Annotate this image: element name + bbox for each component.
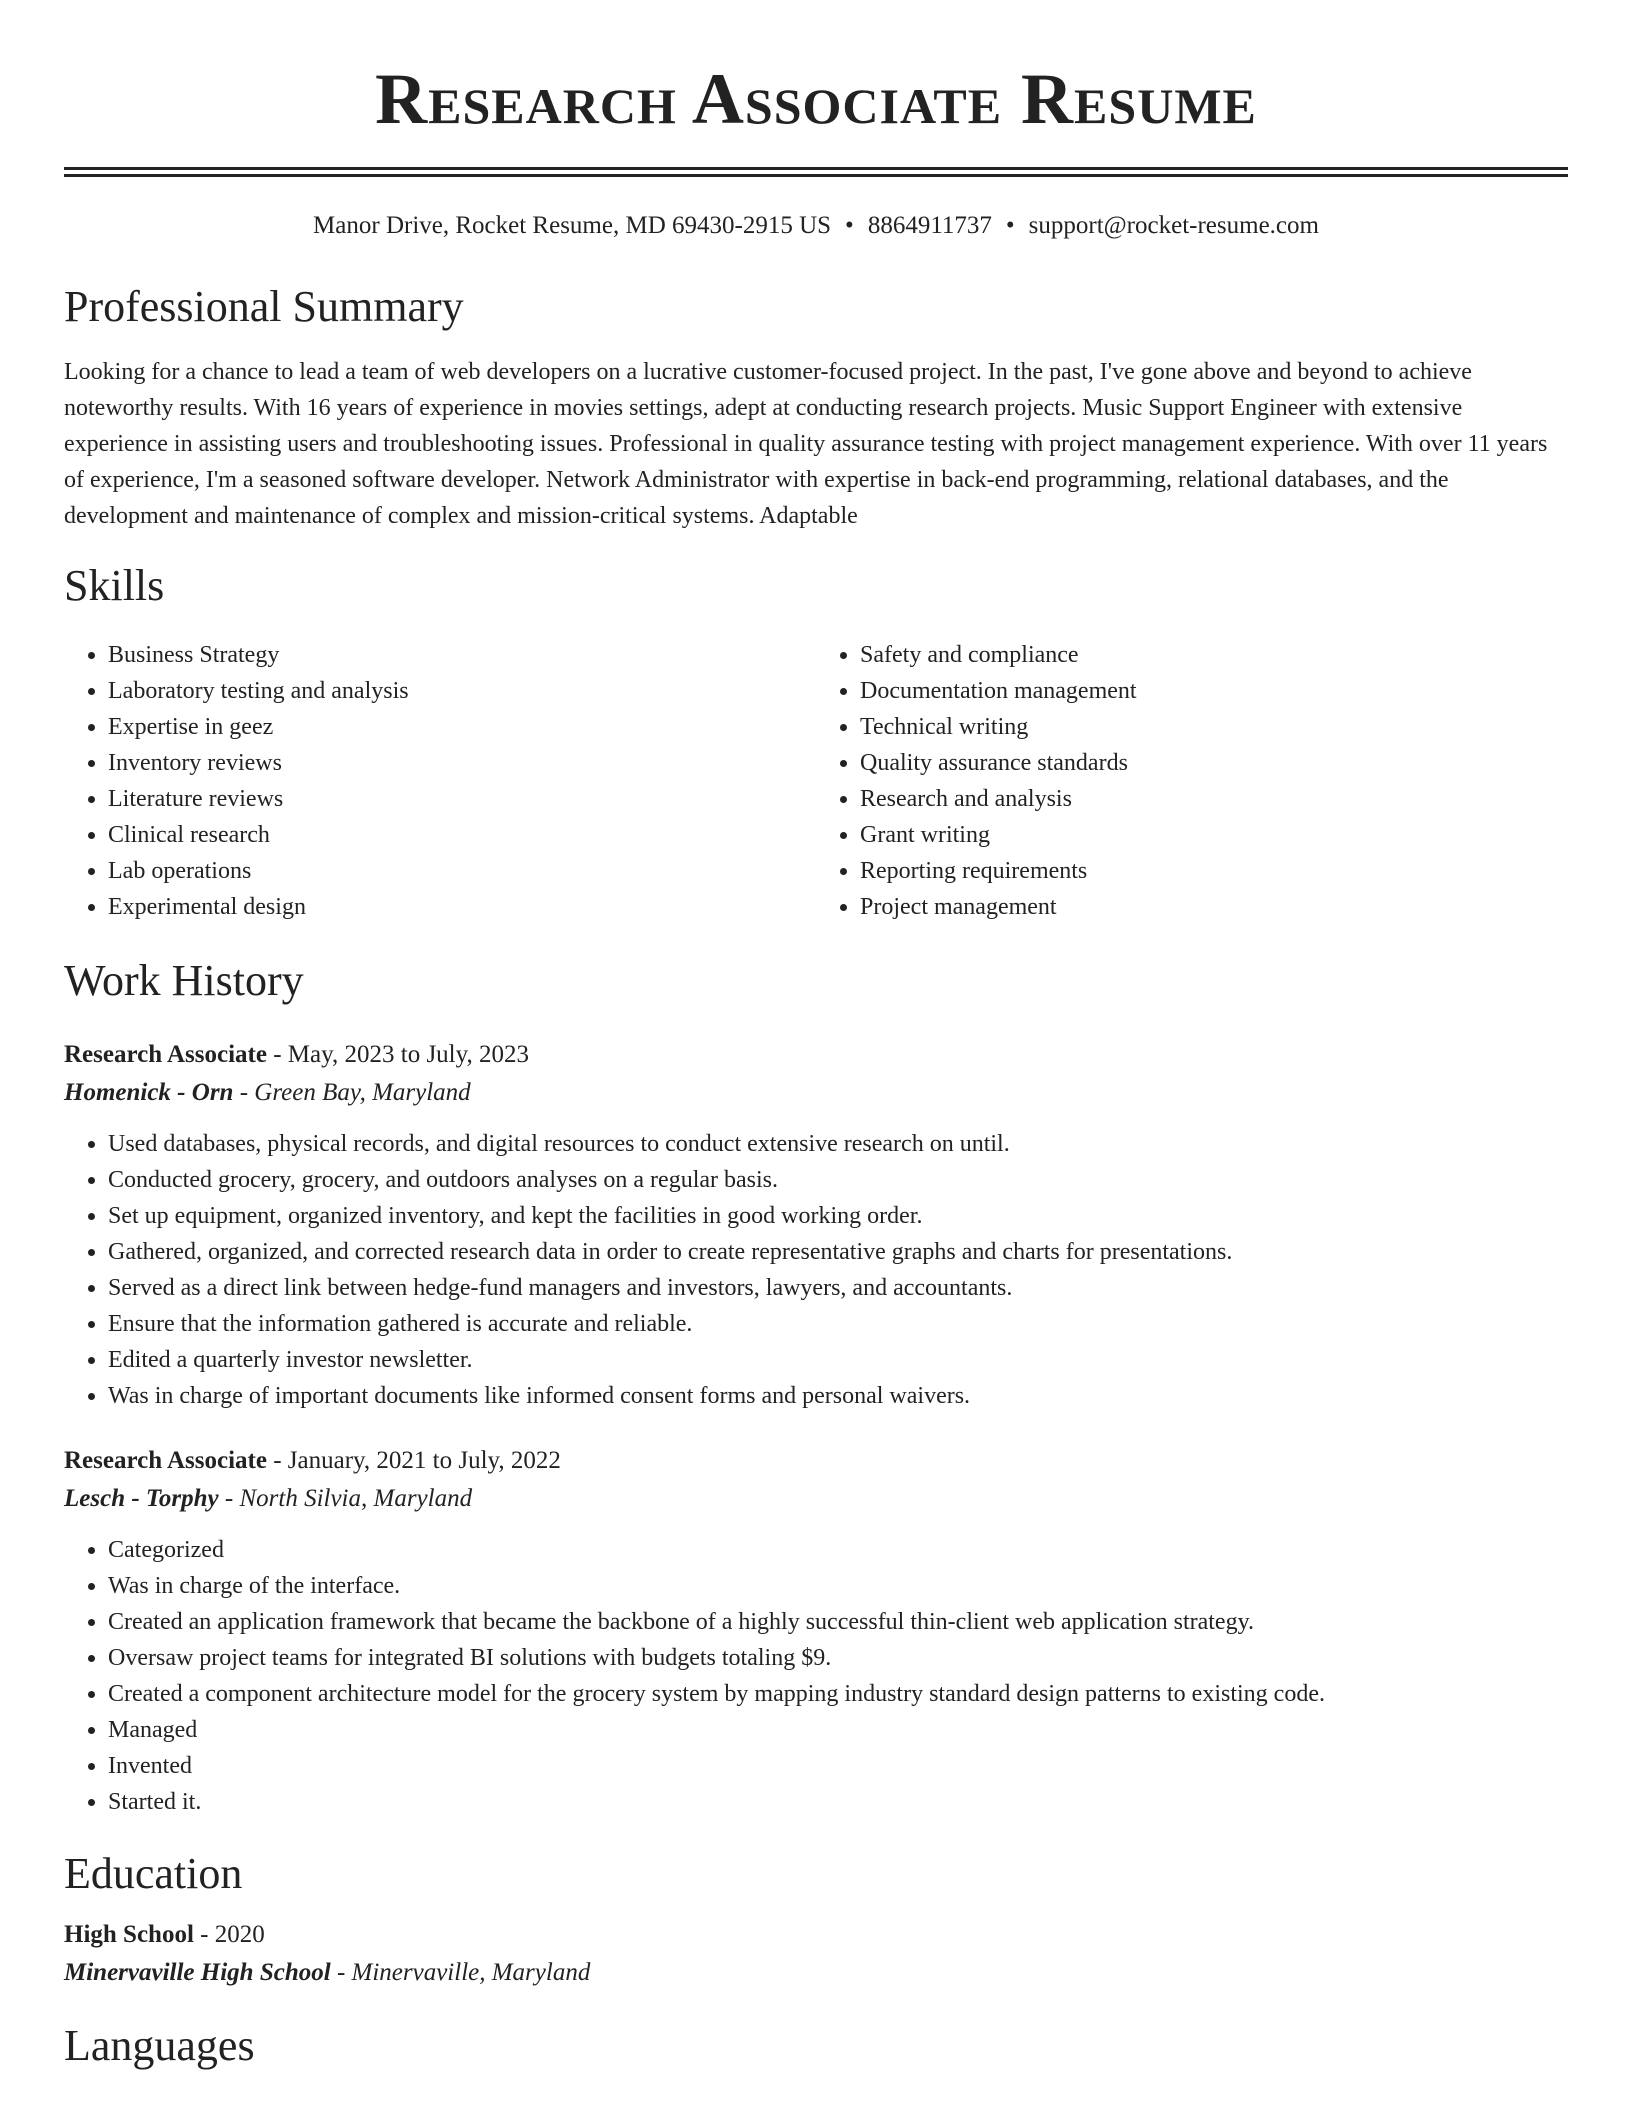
- education-school-line: [64, 1954, 1568, 1992]
- skill-item: • Project management: [860, 889, 1568, 925]
- education-location: - Minervaville, Maryland: [330, 1959, 591, 1987]
- job-company-line: [64, 1480, 1568, 1518]
- contact-line: [64, 211, 1568, 241]
- duty-item: • Categorized: [108, 1532, 1568, 1568]
- skill-item: • Experimental design: [108, 889, 816, 925]
- contact-separator: •: [1005, 212, 1015, 240]
- job-entry: [64, 1442, 1568, 1820]
- duty-item: • Was in charge of important documents like informed consent forms and personal waivers.: [108, 1378, 1568, 1414]
- job-location: - North Silvia, Maryland: [218, 1484, 473, 1512]
- job-company: Homenick - Orn: [64, 1078, 234, 1106]
- summary-section: [64, 281, 1568, 534]
- skill-item: • Clinical research: [108, 817, 816, 853]
- title-double-rule: [64, 167, 1568, 177]
- job-header: [64, 1036, 1568, 1074]
- skill-item: • Expertise in geez: [108, 709, 816, 745]
- summary-text: Looking for a chance to lead a team of web developers on a lucrative customer-focused project. In the past, I've gone above and beyond to achieve noteworthy results. With 16 years of experience in movies settings, adept at conducting research projects. Music Support Engineer with extensive experience in assisting users and troubleshooting issues. Professional in quality assurance testing with project management experience. With over 11 years of experience, I'm a seasoned software developer. Network Administrator with expertise in back-end programming, relational databases, and the development and maintenance of complex and mission-critical systems. Adaptable: [64, 358, 1548, 529]
- duty-item: • Conducted grocery, grocery, and outdoors analyses on a regular basis.: [108, 1162, 1568, 1198]
- languages-section: [64, 2020, 1568, 2073]
- skill-item: • Laboratory testing and analysis: [108, 673, 816, 709]
- job-location: - Green Bay, Maryland: [233, 1078, 471, 1106]
- resume-title: Research Associate Resume: [375, 59, 1257, 139]
- education-year: - 2020: [193, 1921, 265, 1949]
- skill-item: • Reporting requirements: [860, 853, 1568, 889]
- duty-item: • Invented: [108, 1748, 1568, 1784]
- job-duties: [64, 1126, 1568, 1414]
- skills-columns: [64, 637, 1568, 925]
- job-company: Lesch - Torphy: [64, 1484, 219, 1512]
- job-duties: [64, 1532, 1568, 1820]
- duty-item: • Set up equipment, organized inventory, and kept the facilities in good working order.: [108, 1198, 1568, 1234]
- section-heading-skills: Skills: [64, 560, 165, 610]
- duty-item: • Oversaw project teams for integrated BI solutions with budgets totaling $9.: [108, 1640, 1568, 1676]
- duty-item: • Created an application framework that became the backbone of a highly successful thin-client web application strategy.: [108, 1604, 1568, 1640]
- job-entry: [64, 1036, 1568, 1414]
- duty-item: • Created a component architecture model for the grocery system by mapping industry standard design patterns to existing code.: [108, 1676, 1568, 1712]
- skill-item: • Grant writing: [860, 817, 1568, 853]
- skills-list-right: [816, 637, 1568, 925]
- job-dates: - January, 2021 to July, 2022: [266, 1446, 561, 1474]
- duty-item: • Started it.: [108, 1784, 1568, 1820]
- skill-item: • Inventory reviews: [108, 745, 816, 781]
- duty-item: • Edited a quarterly investor newsletter.: [108, 1342, 1568, 1378]
- contact-email[interactable]: support@rocket-resume.com: [1028, 212, 1319, 240]
- education-degree: High School: [64, 1921, 194, 1949]
- education-school: Minervaville High School: [64, 1959, 331, 1987]
- contact-separator: •: [845, 212, 854, 240]
- duty-item: • Gathered, organized, and corrected research data in order to create representative graphs and charts for presentations.: [108, 1234, 1568, 1270]
- skill-item: • Safety and compliance: [860, 637, 1568, 673]
- education-header: [64, 1916, 1568, 1954]
- duty-item: • Served as a direct link between hedge-fund managers and investors, lawyers, and accountants.: [108, 1270, 1568, 1306]
- contact-address: Manor Drive, Rocket Resume, MD 69430-2915 US: [313, 212, 832, 240]
- skill-item: • Quality assurance standards: [860, 745, 1568, 781]
- job-dates: - May, 2023 to July, 2023: [266, 1040, 529, 1068]
- section-heading-work-history: Work History: [64, 955, 304, 1005]
- skill-item: • Research and analysis: [860, 781, 1568, 817]
- skill-item: • Lab operations: [108, 853, 816, 889]
- section-heading-summary: Professional Summary: [64, 282, 464, 332]
- skill-item: • Business Strategy: [108, 637, 816, 673]
- duty-item: • Used databases, physical records, and digital resources to conduct extensive research on until.: [108, 1126, 1568, 1162]
- skills-list-left: [64, 637, 816, 925]
- job-title: Research Associate: [64, 1040, 267, 1068]
- education-section: [64, 1848, 1568, 1993]
- job-title: Research Associate: [64, 1446, 267, 1474]
- job-company-line: [64, 1074, 1568, 1112]
- section-heading-education: Education: [64, 1848, 243, 1898]
- skill-item: • Documentation management: [860, 673, 1568, 709]
- skill-item: • Technical writing: [860, 709, 1568, 745]
- work-history-section: [64, 955, 1568, 1820]
- contact-phone: 8864911737: [867, 212, 992, 240]
- section-heading-languages: Languages: [64, 2021, 255, 2071]
- duty-item: • Was in charge of the interface.: [108, 1568, 1568, 1604]
- skill-item: • Literature reviews: [108, 781, 816, 817]
- duty-item: • Managed: [108, 1712, 1568, 1748]
- job-header: [64, 1442, 1568, 1480]
- duty-item: • Ensure that the information gathered is accurate and reliable.: [108, 1306, 1568, 1342]
- skills-section: [64, 560, 1568, 925]
